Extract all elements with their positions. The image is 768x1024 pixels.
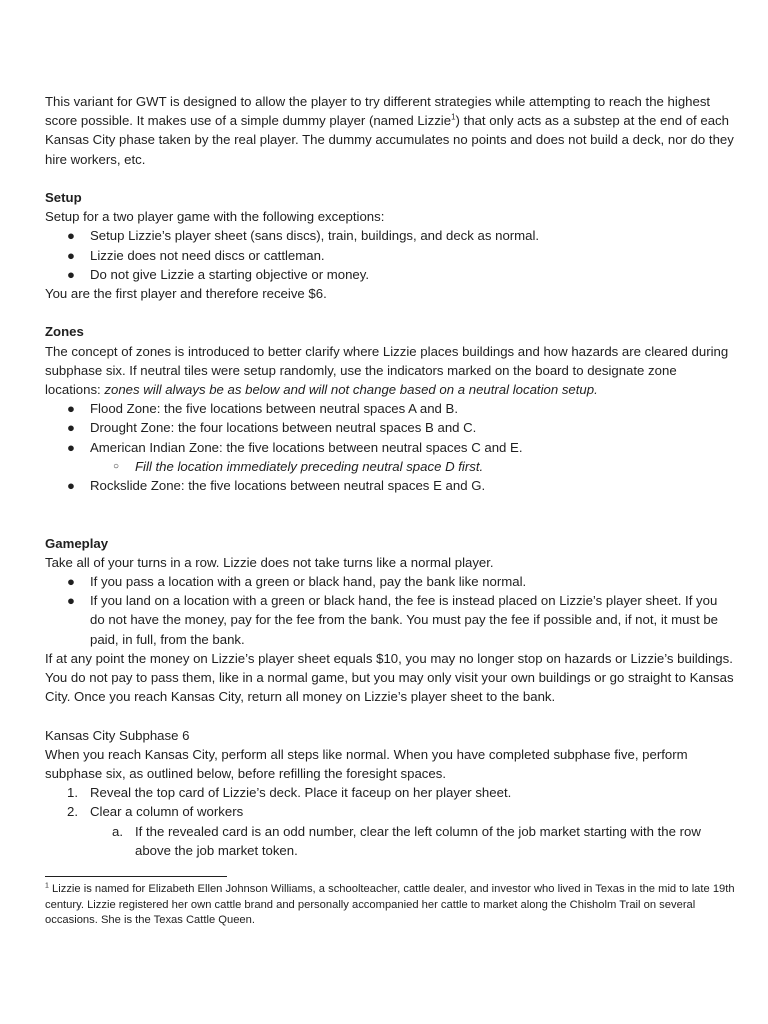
sub-list-item-text: Fill the location immediately preceding neutral space D first. xyxy=(135,458,484,474)
zones-lead xyxy=(45,342,735,400)
setup-closing: You are the first player and therefore receive $6. xyxy=(45,286,327,302)
kansas-city-steps xyxy=(45,783,735,860)
document-body xyxy=(45,92,735,860)
list-item-text: If you land on a location with a green or black hand, the fee is instead placed on Lizzie’s player sheet. If you do not have the money, pay for the fee from the bank. You must pay the fee if possible and, if not, it must be paid, in full, from the bank. xyxy=(90,593,719,647)
gameplay-paragraph: If at any point the money on Lizzie’s player sheet equals $10, you may no longer stop on hazards or Lizzie’s buildings. You do not pay to pass them, like in a normal game, but you may only visit your own buildings or go straight to Kansas City. Once you reach Kansas City, return all money on Lizzie’s player sheet to the bank. xyxy=(45,650,734,705)
zones-lead-text: The concept of zones is introduced to better clarify where Lizzie places buildings and how hazards are cleared during subphase six. If neutral tiles were setup randomly, use the indicators marked on the board to designate zone locations: xyxy=(45,343,729,398)
list-item xyxy=(45,226,735,245)
list-item xyxy=(45,591,735,649)
list-item xyxy=(45,399,735,418)
list-item-text: American Indian Zone: the five locations between neutral spaces C and E. xyxy=(90,439,523,455)
footnote-reference: 1 xyxy=(451,112,456,122)
numbered-step xyxy=(45,802,735,821)
bullet-icon: ● xyxy=(67,266,75,282)
intro-paragraph xyxy=(45,92,735,169)
list-item xyxy=(45,572,735,591)
zones-heading: Zones xyxy=(45,324,84,340)
substep-text: If the revealed card is an odd number, clear the left column of the job market starting with the row above the job market token. xyxy=(135,823,701,858)
setup-heading: Setup xyxy=(45,190,82,205)
zones-lead-italic: zones will always be as below and will not change based on a neutral location setup. xyxy=(104,382,598,398)
substep-letter: a. xyxy=(112,823,123,839)
footnote-text: Lizzie is named for Elizabeth Ellen Johnson Williams, a schoolteacher, cattle dealer, and investor who lived in Texas in the mid to late 19th century. Lizzie registered her own cattle brand and personally accompanied her cattle to market along the Chisholm Trail on several occasions. She is the Texas Cattle Queen. xyxy=(45,883,735,927)
list-item xyxy=(45,246,735,265)
footnote-marker: 1 xyxy=(45,882,49,890)
hollow-bullet-icon: ○ xyxy=(113,460,120,472)
list-item-text: Do not give Lizzie a starting objective or money. xyxy=(90,266,370,282)
intro-text-continued: ) that only acts as a substep at the end of each Kansas City phase taken by the real player. The dummy accumulates no points and does not build a deck, nor do they hire workers, etc. xyxy=(45,113,734,167)
kansas-city-lead: When you reach Kansas City, perform all steps like normal. When you have completed subphase five, perform subphase six, as outlined below, before refilling the foresight spaces. xyxy=(45,746,688,782)
footnote xyxy=(45,882,735,929)
bullet-icon: ● xyxy=(67,228,75,244)
list-item-text: Drought Zone: the four locations between neutral spaces B and C. xyxy=(90,420,477,436)
list-item xyxy=(45,438,735,457)
list-item-text: Lizzie does not need discs or cattleman. xyxy=(90,247,325,263)
list-item-text: Setup Lizzie’s player sheet (sans discs), train, buildings, and deck as normal. xyxy=(90,228,540,244)
gameplay-heading: Gameplay xyxy=(45,535,109,551)
bullet-icon: ● xyxy=(67,247,75,263)
step-number: 2. xyxy=(67,804,78,820)
bullet-icon: ● xyxy=(67,478,75,494)
bullet-icon: ● xyxy=(67,401,75,417)
intro-text: This variant for GWT is designed to allow the player to try different strategies while attempting to reach the highest score possible. It makes use of a simple dummy player (named Lizzie xyxy=(45,94,711,129)
bullet-icon: ● xyxy=(67,420,75,436)
gameplay-list xyxy=(45,572,735,649)
footnote-divider xyxy=(45,876,227,877)
bullet-icon: ● xyxy=(67,439,75,455)
step-number: 1. xyxy=(67,785,78,801)
list-item xyxy=(45,476,735,495)
zones-list xyxy=(45,399,735,495)
bullet-icon: ● xyxy=(67,574,75,590)
bullet-icon: ● xyxy=(67,593,75,609)
numbered-step xyxy=(45,783,735,802)
kansas-city-heading: Kansas City Subphase 6 xyxy=(45,727,190,743)
step-text: Clear a column of workers xyxy=(90,804,244,820)
step-text: Reveal the top card of Lizzie’s deck. Place it faceup on her player sheet. xyxy=(90,785,512,801)
lettered-substep xyxy=(45,822,735,860)
gameplay-lead: Take all of your turns in a row. Lizzie does not take turns like a normal player. xyxy=(45,554,494,570)
sub-list-item xyxy=(45,457,735,476)
setup-list xyxy=(45,226,735,284)
list-item-text: Rockslide Zone: the five locations between neutral spaces E and G. xyxy=(90,478,486,494)
list-item-text: If you pass a location with a green or black hand, pay the bank like normal. xyxy=(90,574,527,590)
list-item xyxy=(45,418,735,437)
list-item-text: Flood Zone: the five locations between neutral spaces A and B. xyxy=(90,401,459,417)
list-item xyxy=(45,265,735,284)
setup-lead: Setup for a two player game with the following exceptions: xyxy=(45,209,385,225)
